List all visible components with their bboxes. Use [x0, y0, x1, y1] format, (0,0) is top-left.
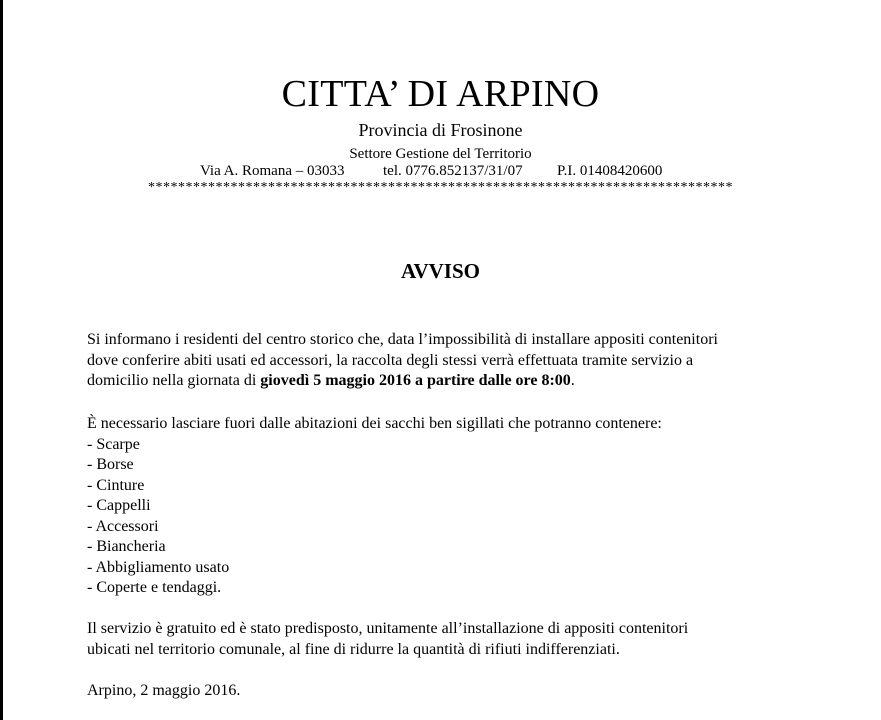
date-prefix: domicilio nella giornata di	[87, 372, 261, 389]
notice-heading: AVVISO	[401, 259, 480, 283]
list-item: - Cappelli	[87, 497, 151, 514]
paragraph-line	[87, 371, 718, 392]
list-item: - Abbigliamento usato	[87, 558, 230, 576]
phone-text: tel. 0776.852137/31/07	[383, 163, 523, 179]
list-item: - Borse	[87, 456, 134, 473]
list-item: - Scarpe	[87, 435, 140, 453]
header-separator: ******************************************************************************	[148, 180, 733, 195]
date-suffix: .	[570, 372, 575, 389]
paragraph-line: dove conferire abiti usati ed accessori, la raccolta degli stessi verrà effettuata tramite servizio a	[87, 351, 694, 369]
items-list	[87, 435, 662, 599]
list-item: - Cinture	[87, 476, 145, 494]
paragraph-line: Si informano i residenti del centro storico che, data l’impossibilità di installare appositi contenitori	[87, 331, 718, 348]
department-label: Settore Gestione del Territorio	[349, 146, 532, 162]
list-item: - Accessori	[87, 517, 159, 535]
collection-date: giovedì 5 maggio 2016 a partire dalle ore 8:00	[260, 372, 571, 389]
contact-line	[200, 162, 662, 180]
province-label: Provincia di Frosinone	[358, 120, 523, 140]
list-item: - Biancheria	[87, 538, 166, 555]
paragraph-service	[87, 619, 688, 660]
municipality-title: CITTA’ DI ARPINO	[281, 73, 600, 115]
paragraph-line: ubicati nel territorio comunale, al fine di ridurre la quantità di rifiuti indifferenziati.	[87, 640, 620, 658]
paragraph-intro	[87, 330, 718, 392]
paragraph-items	[87, 414, 662, 599]
place-date-line: Arpino, 2 maggio 2016.	[87, 682, 241, 699]
list-item: - Coperte e tendaggi.	[87, 579, 222, 596]
vat-text: P.I. 01408420600	[557, 163, 663, 179]
items-intro: È necessario lasciare fuori dalle abitazioni dei sacchi ben sigillati che potranno contenere:	[87, 415, 662, 432]
paragraph-line: Il servizio è gratuito ed è stato predisposto, unitamente all’installazione di appositi contenitori	[87, 620, 689, 637]
address-text: Via A. Romana – 03033	[200, 163, 345, 179]
